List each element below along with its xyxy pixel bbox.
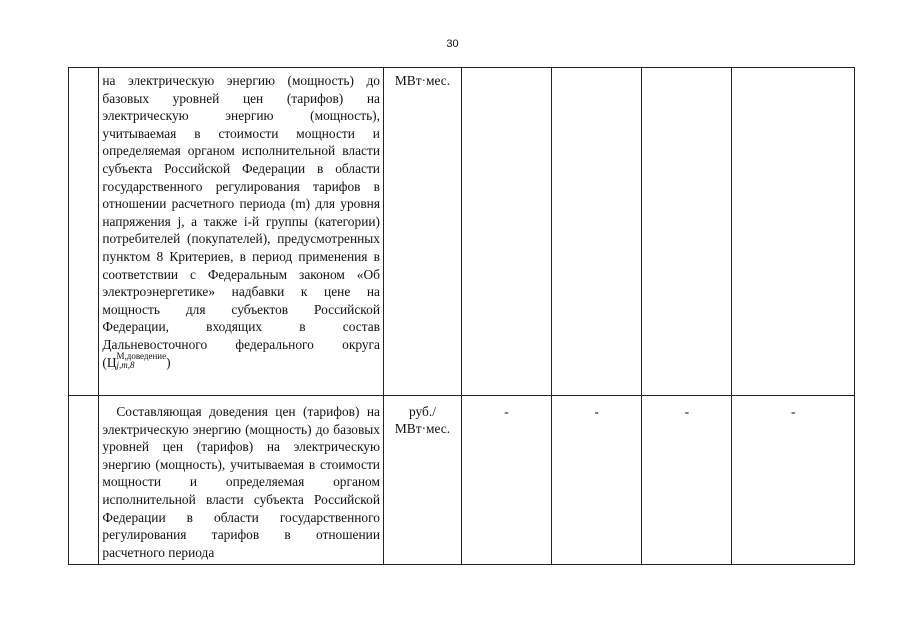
description-text: Составляющая доведения цен (тарифов) на электрическую энергию (мощность) до базовых уровней цен (тарифов) на электрическую энергию (мощность), учитываемая в стоимости мощности и определяемая органом исполнительной власти субъекта Российской Федерации в области государственного регулирования тарифов в отношении расчетного периода	[102, 404, 380, 560]
value-cell-1	[461, 396, 551, 565]
unit-label-line-2: МВт·мес.	[394, 421, 451, 436]
formula-superscript: М,доведение	[116, 351, 167, 362]
value-cell-2	[552, 396, 642, 565]
value-cell-1	[461, 68, 551, 396]
unit-label-line-1: руб./	[409, 404, 436, 419]
formula-open-paren: (	[102, 354, 107, 370]
value-3	[642, 68, 731, 75]
table-row	[69, 68, 855, 396]
row-number-cell	[69, 68, 99, 396]
unit-label: МВт·мес.	[394, 73, 451, 88]
unit-label	[384, 396, 461, 437]
tariff-table	[68, 67, 855, 565]
description-body: на электрическую энергию (мощность) до базовых уровней цен (тарифов) на электрическую энергию (мощность), учитываемая в стоимости мощности и определяемая органом исполнительной власти субъекта Российской Федерации в области государственного регулирования тарифов в отношении расчетного периода (m) для уровня напряжения j, а также i-й группы (категории) потребителей (покупателей), предусмотренных пунктом 8 Критериев, в период применения в соответствии с Федеральным законом «Об электроэнергетике» надбавки к цене на мощность для субъектов Российской Федерации, входящих в состав Дальневосточного федерального округа	[102, 73, 380, 352]
table-row	[69, 396, 855, 565]
description-cell	[99, 68, 384, 396]
formula-notation	[102, 351, 171, 371]
value-cell-2	[552, 68, 642, 396]
value-4	[732, 68, 854, 75]
row-number-cell	[69, 396, 99, 565]
value-cell-4	[732, 396, 855, 565]
value-3: -	[684, 404, 690, 419]
formula-subscript: j,m,8	[116, 360, 135, 371]
value-1	[462, 68, 551, 75]
value-2	[552, 68, 641, 75]
value-1: -	[504, 404, 509, 419]
value-cell-3	[642, 68, 732, 396]
formula-symbol: Ц	[106, 354, 117, 370]
description-text	[99, 68, 383, 372]
value-cell-3	[642, 396, 732, 565]
value-cell-4	[732, 68, 855, 396]
unit-cell	[383, 396, 461, 565]
unit-cell	[383, 68, 461, 396]
formula-close-paren: )	[166, 354, 171, 370]
page-number: 30	[446, 38, 459, 50]
value-4: -	[790, 404, 796, 419]
value-2: -	[594, 404, 599, 419]
description-cell	[99, 396, 384, 565]
